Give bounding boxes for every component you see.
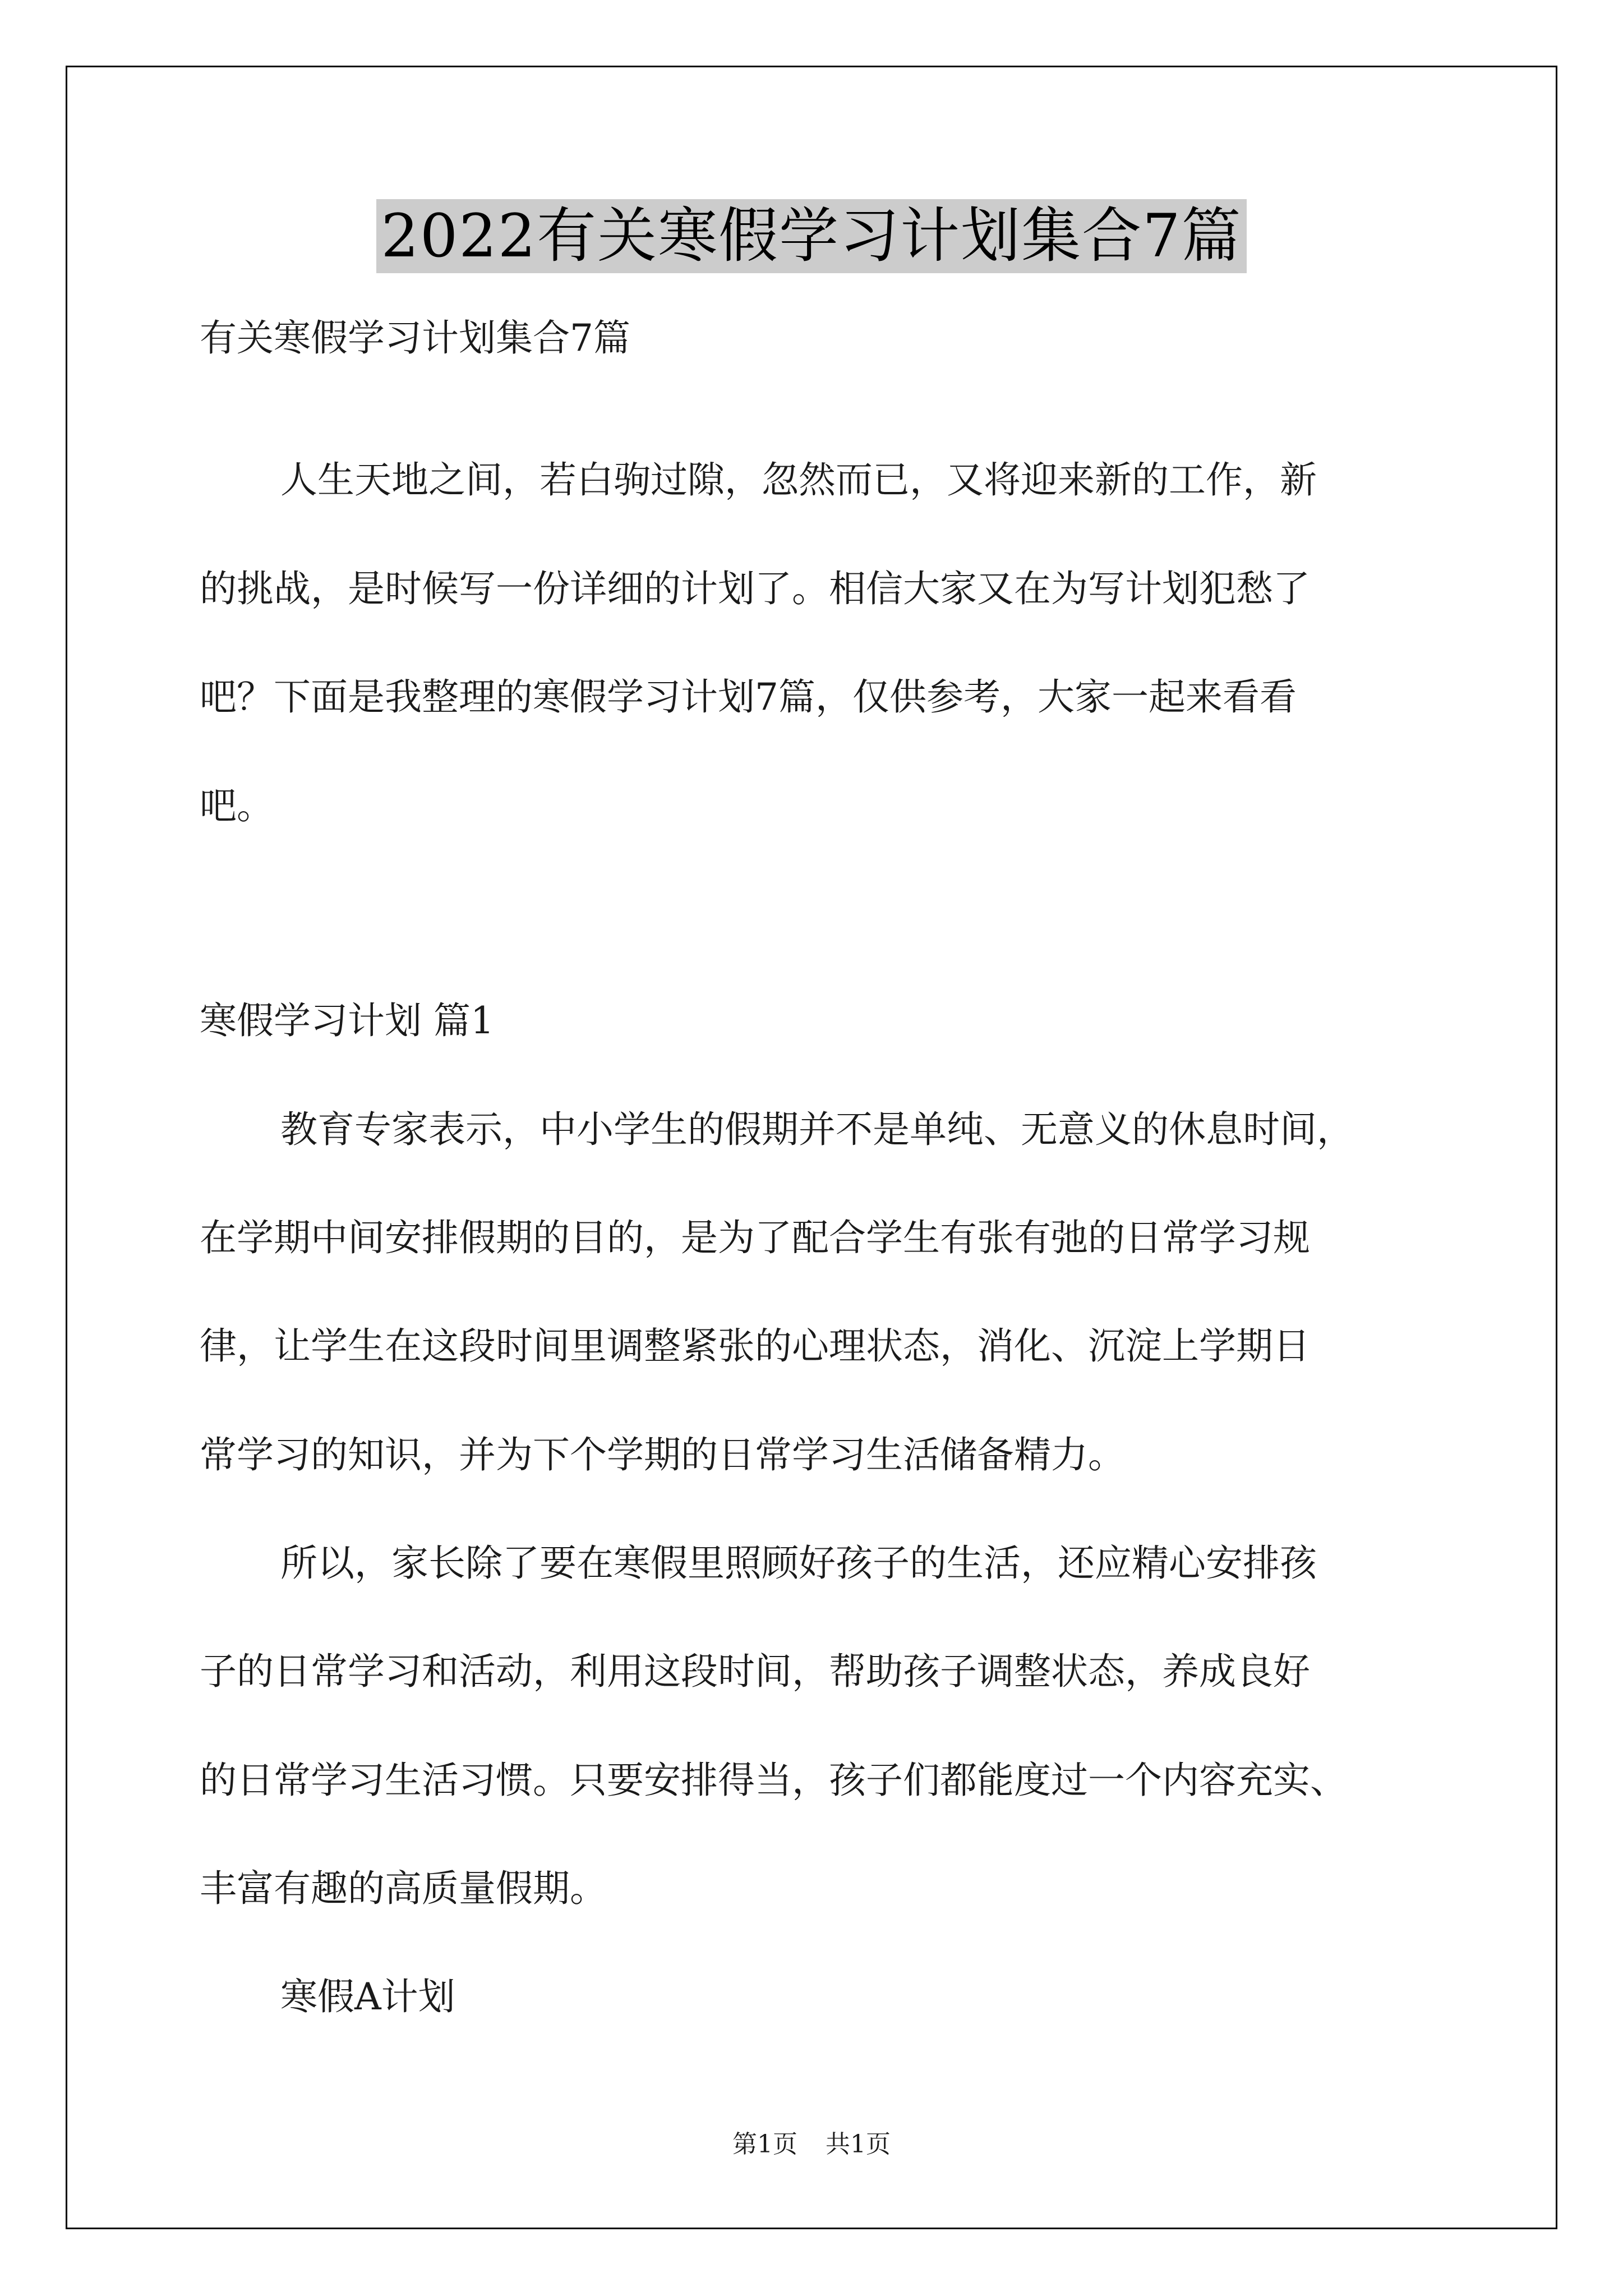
paragraph-line: 的日常学习生活习惯。只要安排得当，孩子们都能度过一个内容充实、 — [200, 1759, 1347, 1802]
page-footer — [0, 2129, 1623, 2160]
plan-heading: 寒假A计划 — [280, 1975, 455, 2018]
paragraph-line: 所以，家长除了要在寒假里照顾好孩子的生活，还应精心安排孩 — [280, 1542, 1317, 1585]
paragraph-line: 在学期中间安排假期的目的，是为了配合学生有张有弛的日常学习规 — [200, 1216, 1310, 1259]
intro-line: 人生天地之间，若白驹过隙，忽然而已，又将迎来新的工作，新 — [280, 458, 1317, 501]
page-number: 第1页 — [732, 2130, 797, 2159]
paragraph-line: 子的日常学习和活动，利用这段时间，帮助孩子调整状态，养成良好 — [200, 1650, 1310, 1693]
title-container — [0, 199, 1623, 273]
document-title: 2022有关寒假学习计划集合7篇 — [376, 199, 1246, 273]
paragraph-line: 丰富有趣的高质量假期。 — [200, 1867, 607, 1910]
document-subtitle: 有关寒假学习计划集合7篇 — [200, 316, 630, 360]
paragraph-line: 教育专家表示，中小学生的假期并不是单纯、无意义的休息时间， — [280, 1108, 1354, 1151]
paragraph-line: 律，让学生在这段时间里调整紧张的心理状态，消化、沉淀上学期日 — [200, 1324, 1310, 1368]
section-heading: 寒假学习计划 篇1 — [200, 999, 494, 1042]
intro-line: 吧？下面是我整理的寒假学习计划7篇，仅供参考，大家一起来看看 — [200, 675, 1297, 719]
page-total: 共1页 — [826, 2130, 891, 2159]
intro-line: 的挑战，是时候写一份详细的计划了。相信大家又在为写计划犯愁了 — [200, 567, 1310, 610]
paragraph-line: 常学习的知识，并为下个学期的日常学习生活储备精力。 — [200, 1433, 1125, 1476]
intro-line: 吧。 — [200, 784, 274, 827]
